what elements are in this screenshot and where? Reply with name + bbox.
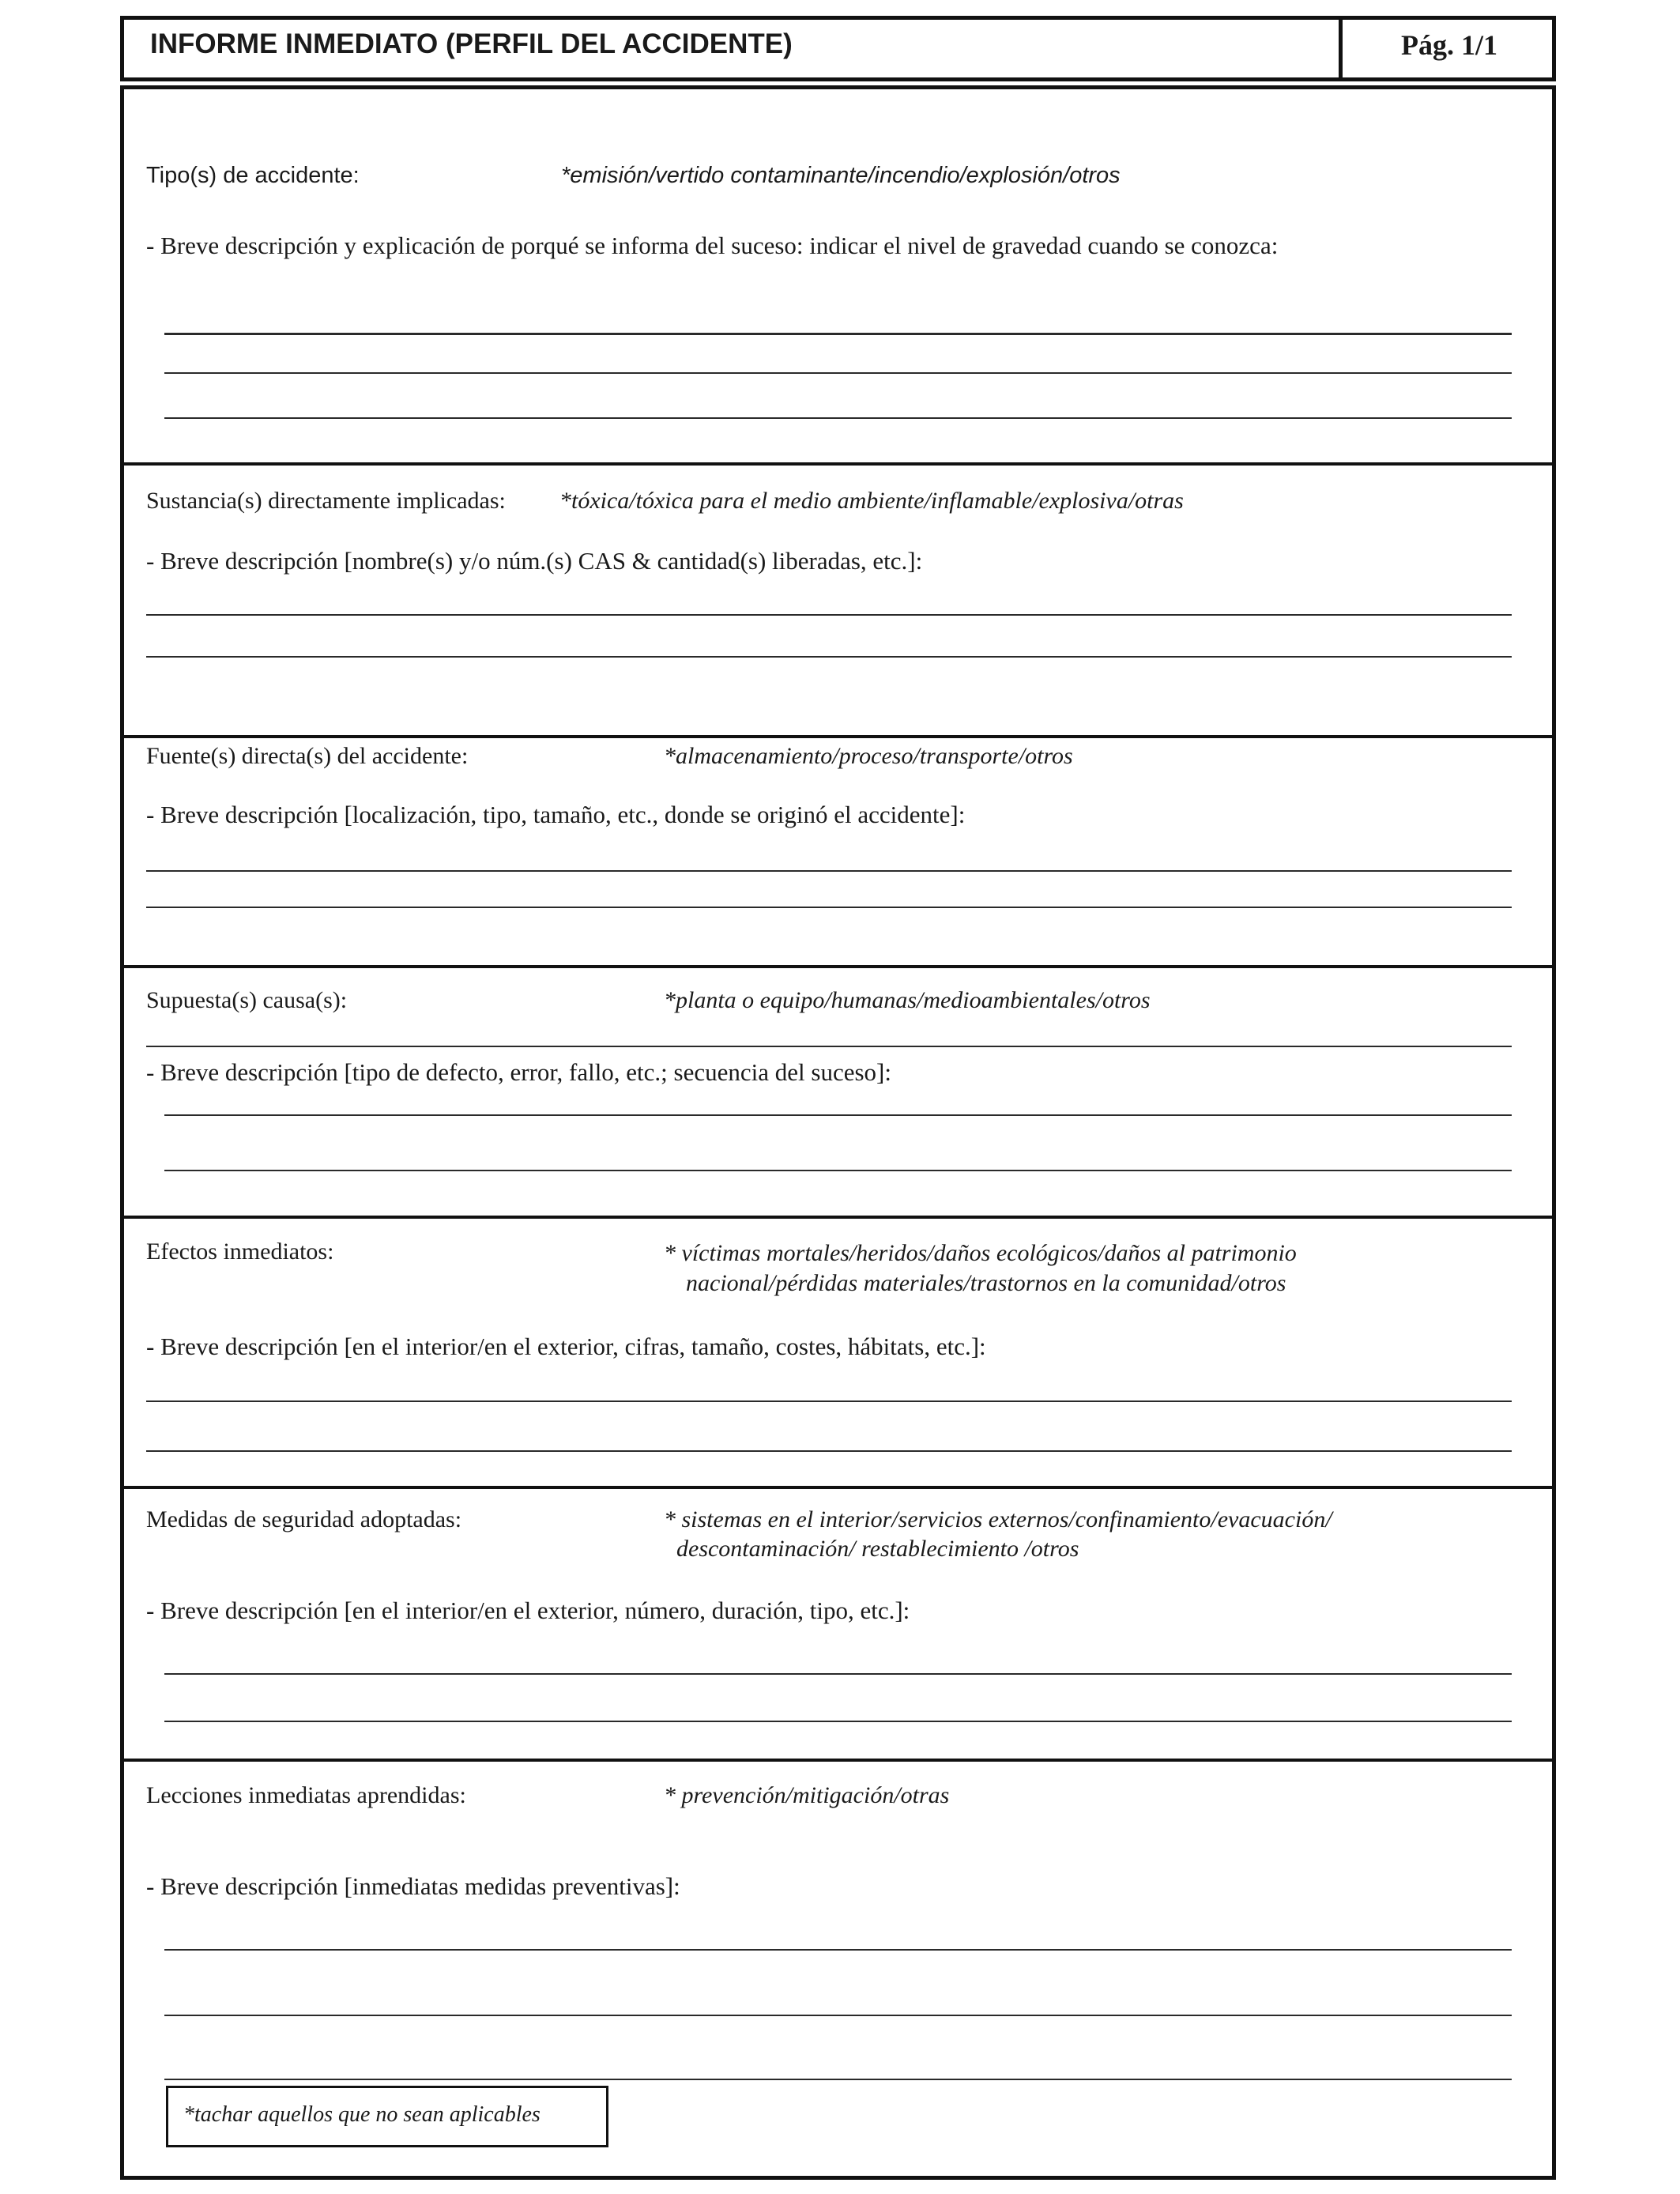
source-description-prompt: - Breve descripción [localización, tipo, tamaño, etc., donde se originó el accidente]:: [146, 801, 966, 828]
substances-write-line[interactable]: [146, 614, 1512, 616]
accident-type-write-line[interactable]: [164, 333, 1512, 335]
substances-description-prompt: - Breve descripción [nombre(s) y/o núm.(s) CAS & cantidad(s) liberadas, etc.]:: [146, 547, 923, 575]
page-number: Pág. 1/1: [1401, 29, 1497, 61]
source-write-line[interactable]: [146, 907, 1512, 908]
accident-type-write-line[interactable]: [164, 417, 1512, 419]
cause-label: Supuesta(s) causa(s):: [146, 987, 348, 1013]
safety-measures-description-prompt: - Breve descripción [en el interior/en el exterior, número, duración, tipo, etc.]:: [146, 1596, 910, 1624]
safety-measures-label: Medidas de seguridad adoptadas:: [146, 1506, 462, 1532]
cause-write-line[interactable]: [146, 1046, 1512, 1047]
lessons-options: * prevención/mitigación/otras: [664, 1782, 950, 1808]
section-divider: [120, 462, 1556, 466]
effects-write-line[interactable]: [146, 1400, 1512, 1402]
footnote-text: *tachar aquellos que no sean aplicables: [183, 2102, 541, 2127]
lessons-write-line[interactable]: [164, 1949, 1512, 1951]
section-divider: [120, 735, 1556, 738]
lessons-write-line[interactable]: [164, 2079, 1512, 2080]
substances-write-line[interactable]: [146, 656, 1512, 658]
source-options: *almacenamiento/proceso/transporte/otros: [664, 743, 1073, 769]
safety-measures-options-line-2: descontaminación/ restablecimiento /otros: [676, 1536, 1079, 1562]
lessons-description-prompt: - Breve descripción [inmediatas medidas preventivas]:: [146, 1872, 680, 1900]
accident-type-label: Tipo(s) de accidente:: [146, 163, 360, 188]
section-divider: [120, 965, 1556, 968]
substances-options: *tóxica/tóxica para el medio ambiente/inflamable/explosiva/otras: [559, 488, 1184, 514]
section-divider: [120, 1486, 1556, 1489]
accident-type-write-line[interactable]: [164, 372, 1512, 374]
safety-measures-options-line-1: * sistemas en el interior/servicios externos/confinamiento/evacuación/: [664, 1506, 1332, 1532]
effects-options-line-2: nacional/pérdidas materiales/trastornos en la comunidad/otros: [686, 1270, 1286, 1296]
substances-label: Sustancia(s) directamente implicadas:: [146, 488, 506, 514]
accident-type-options: *emisión/vertido contaminante/incendio/explosión/otros: [561, 163, 1121, 188]
lessons-write-line[interactable]: [164, 2015, 1512, 2016]
section-divider: [120, 1759, 1556, 1762]
effects-description-prompt: - Breve descripción [en el interior/en el exterior, cifras, tamaño, costes, hábitats, etc.]:: [146, 1333, 986, 1360]
section-divider: [120, 1216, 1556, 1219]
source-write-line[interactable]: [146, 870, 1512, 872]
effects-options-line-1: * víctimas mortales/heridos/daños ecológicos/daños al patrimonio: [664, 1240, 1297, 1266]
cause-write-line[interactable]: [164, 1170, 1512, 1171]
form-body: [120, 85, 1556, 2180]
effects-label: Efectos inmediatos:: [146, 1238, 334, 1265]
effects-write-line[interactable]: [146, 1450, 1512, 1452]
cause-options: *planta o equipo/humanas/medioambientales/otros: [664, 987, 1151, 1013]
accident-type-description-prompt: - Breve descripción y explicación de porqué se informa del suceso: indicar el nivel de gravedad cuando se conozca:: [146, 232, 1279, 259]
form-title: INFORME INMEDIATO (PERFIL DEL ACCIDENTE): [150, 28, 793, 59]
cause-write-line[interactable]: [164, 1114, 1512, 1116]
safety-measures-write-line[interactable]: [164, 1721, 1512, 1722]
safety-measures-write-line[interactable]: [164, 1673, 1512, 1675]
lessons-label: Lecciones inmediatas aprendidas:: [146, 1782, 466, 1808]
cause-description-prompt: - Breve descripción [tipo de defecto, error, fallo, etc.; secuencia del suceso]:: [146, 1058, 891, 1086]
source-label: Fuente(s) directa(s) del accidente:: [146, 743, 469, 769]
